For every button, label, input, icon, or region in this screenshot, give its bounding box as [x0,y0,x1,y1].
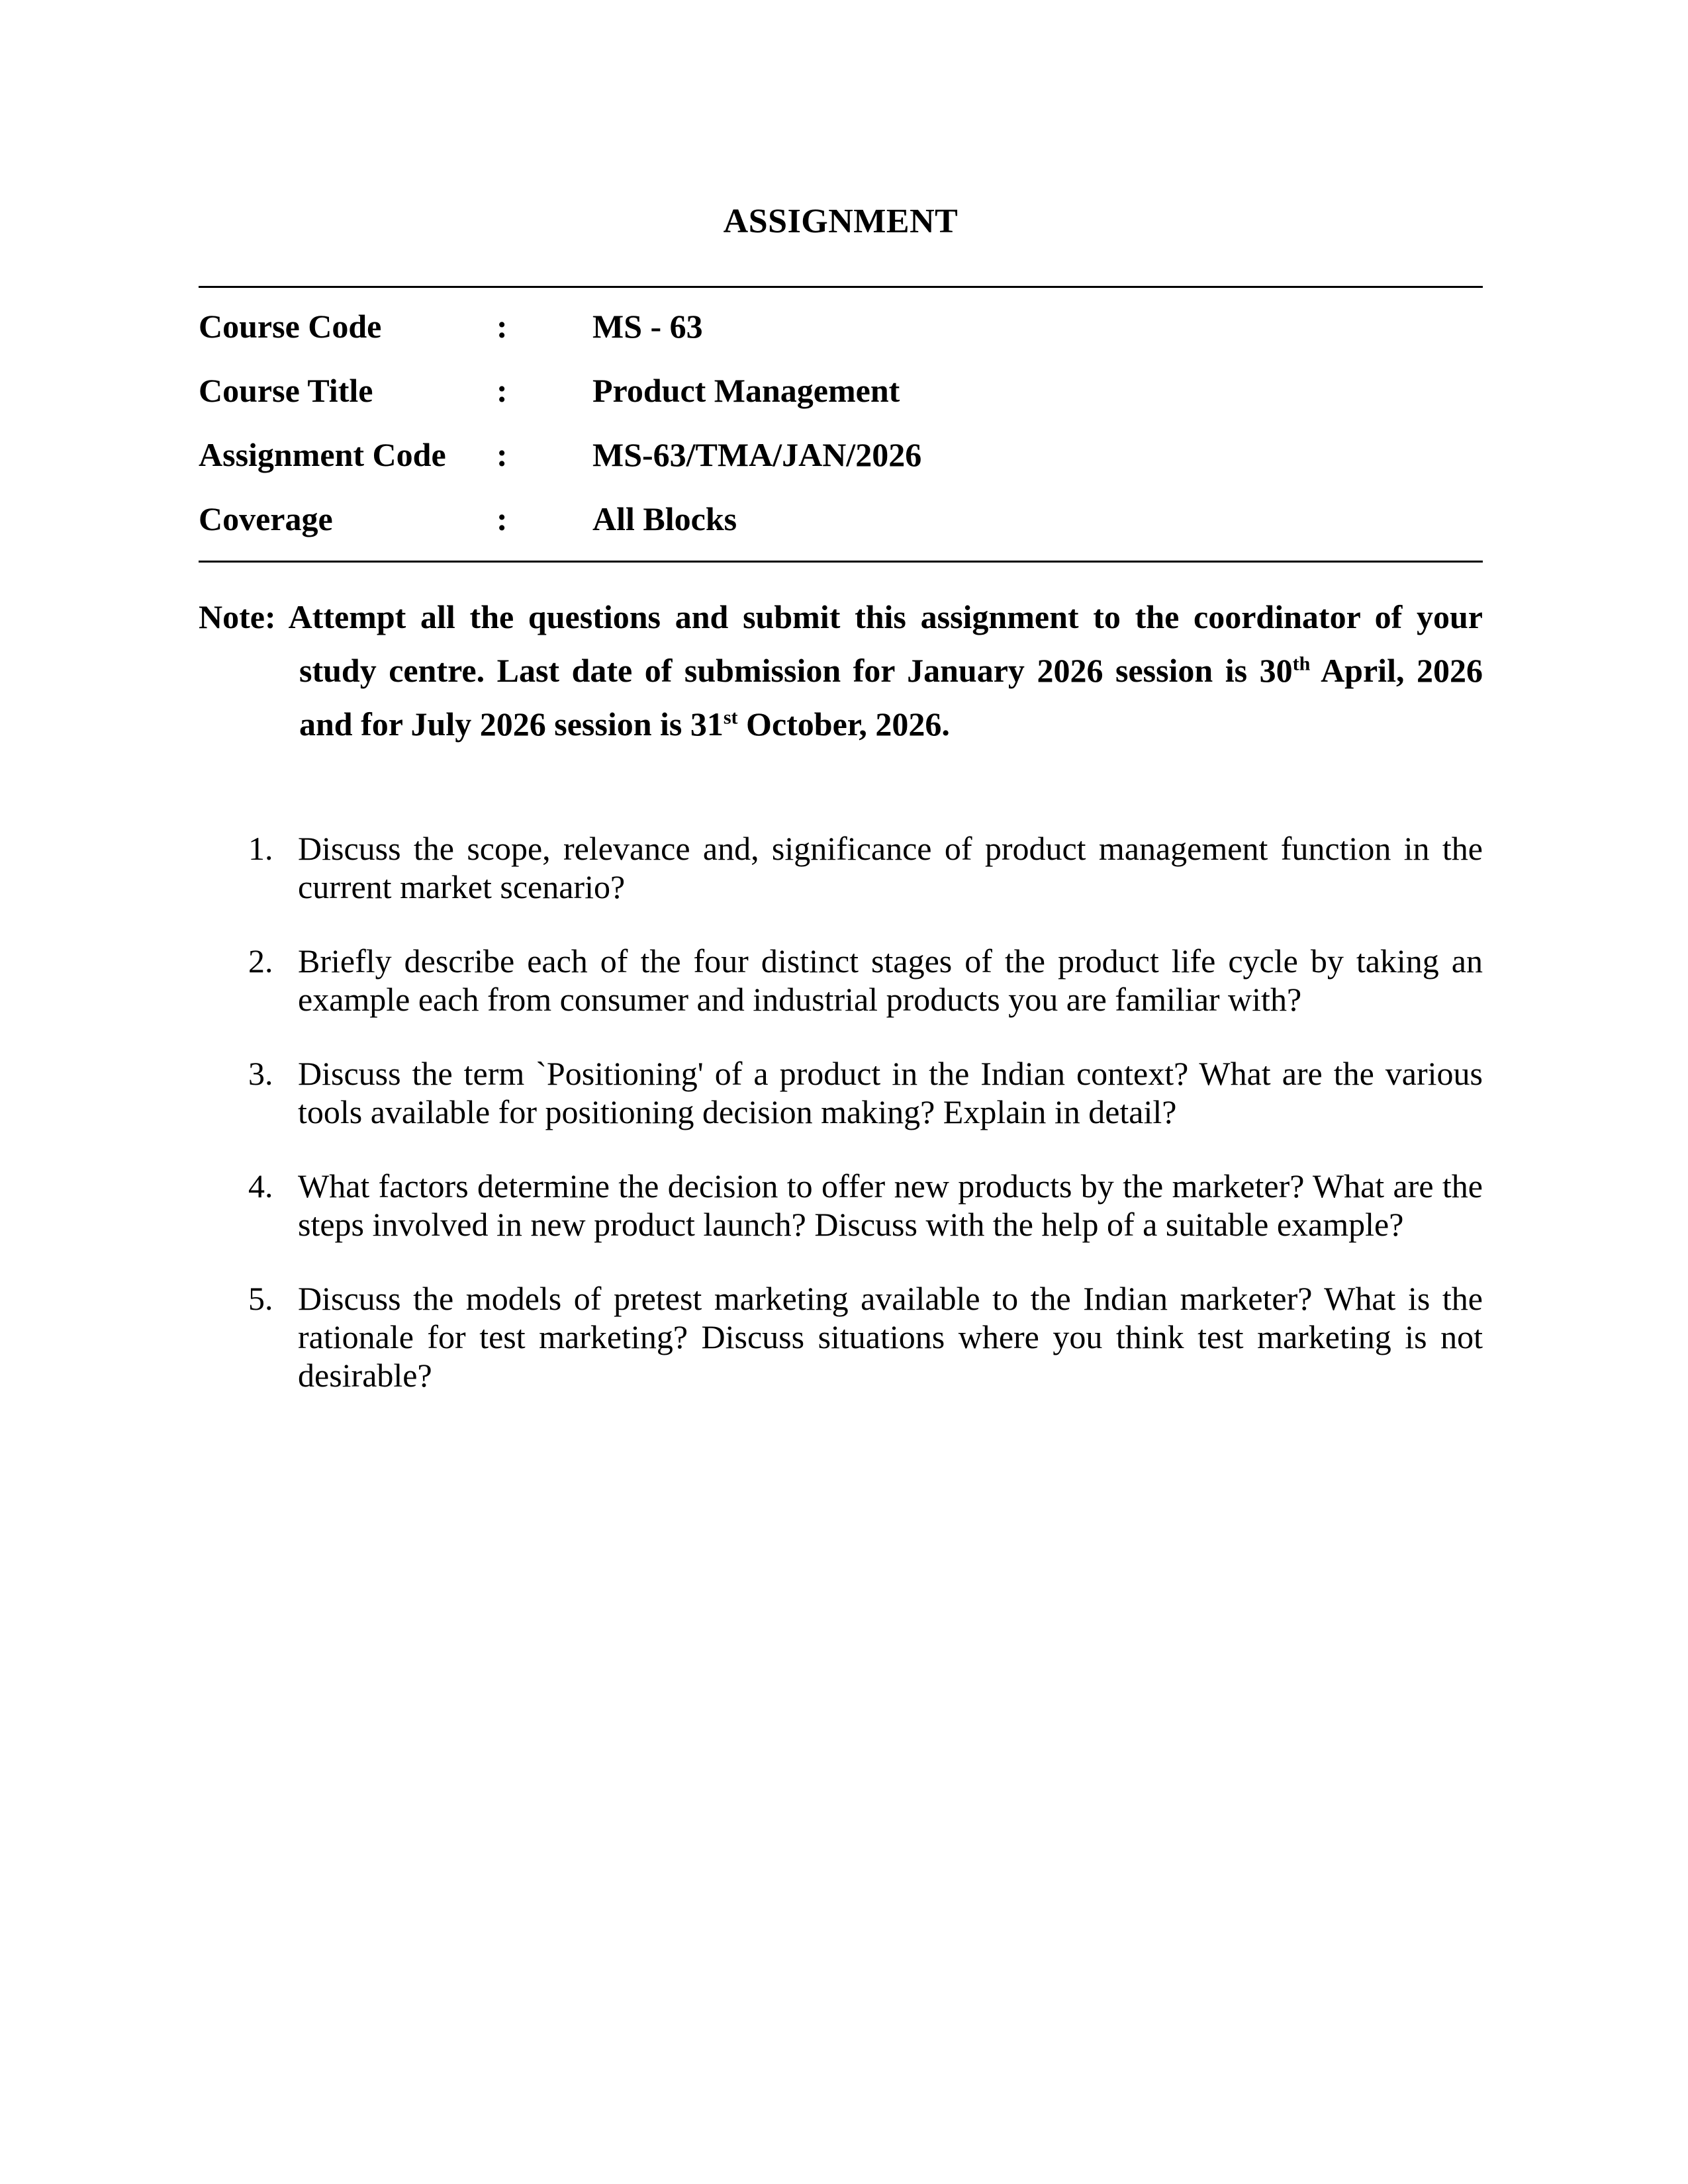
note-paragraph [199,590,1483,751]
question-text: Briefly describe each of the four distinct stages of the product life cycle by taking an example each from consumer and industrial products you are familiar with? [298,942,1483,1018]
row-value: Product Management [592,372,900,409]
row-value: MS - 63 [592,308,703,345]
table-row [199,423,1483,487]
note-text-1: Note: Attempt all the questions and submit this assignment to the coordinator of your study centre. Last date of submission for January 2026 session is 30 [199,598,1483,689]
note-text-2: April, 2026 and for July 2026 session is 31 [299,652,1483,743]
row-label: Course Code [199,308,382,345]
list-item [199,942,1483,1019]
question-text: Discuss the models of pretest marketing available to the Indian marketer? What is the rationale for test marketing? Discuss situations where you think test marketing is not desirable? [298,1280,1483,1394]
row-separator: : [496,436,508,473]
row-label: Assignment Code [199,436,446,473]
question-number: 5. [248,1280,273,1317]
list-item [199,1167,1483,1244]
note-text-3: October, 2026. [737,705,950,743]
list-item [199,1054,1483,1131]
note-superscript-th: th [1292,653,1311,675]
question-list [199,829,1483,1394]
row-value: MS-63/TMA/JAN/2026 [592,436,922,473]
question-number: 3. [248,1055,273,1092]
row-value: All Blocks [592,500,737,537]
row-label: Course Title [199,372,373,409]
question-text: Discuss the term `Positioning' of a product in the Indian context? What are the various tools available for positioning decision making? Explain in detail? [298,1055,1483,1130]
question-number: 4. [248,1167,273,1205]
row-label: Coverage [199,500,333,537]
question-text: What factors determine the decision to offer new products by the marketer? What are the steps involved in new product launch? Discuss with the help of a suitable example? [298,1167,1483,1243]
table-row [199,487,1483,551]
question-number: 1. [248,830,273,867]
table-row [199,359,1483,423]
row-separator: : [496,372,508,409]
row-separator: : [496,500,508,537]
question-number: 2. [248,942,273,979]
question-text: Discuss the scope, relevance and, significance of product management function in the current market scenario? [298,830,1483,905]
course-info-table [199,286,1483,563]
note-superscript-st: st [723,706,738,729]
page-title: ASSIGNMENT [723,203,959,240]
row-separator: : [496,308,508,345]
list-item [199,829,1483,906]
table-row [199,295,1483,359]
list-item [199,1279,1483,1394]
